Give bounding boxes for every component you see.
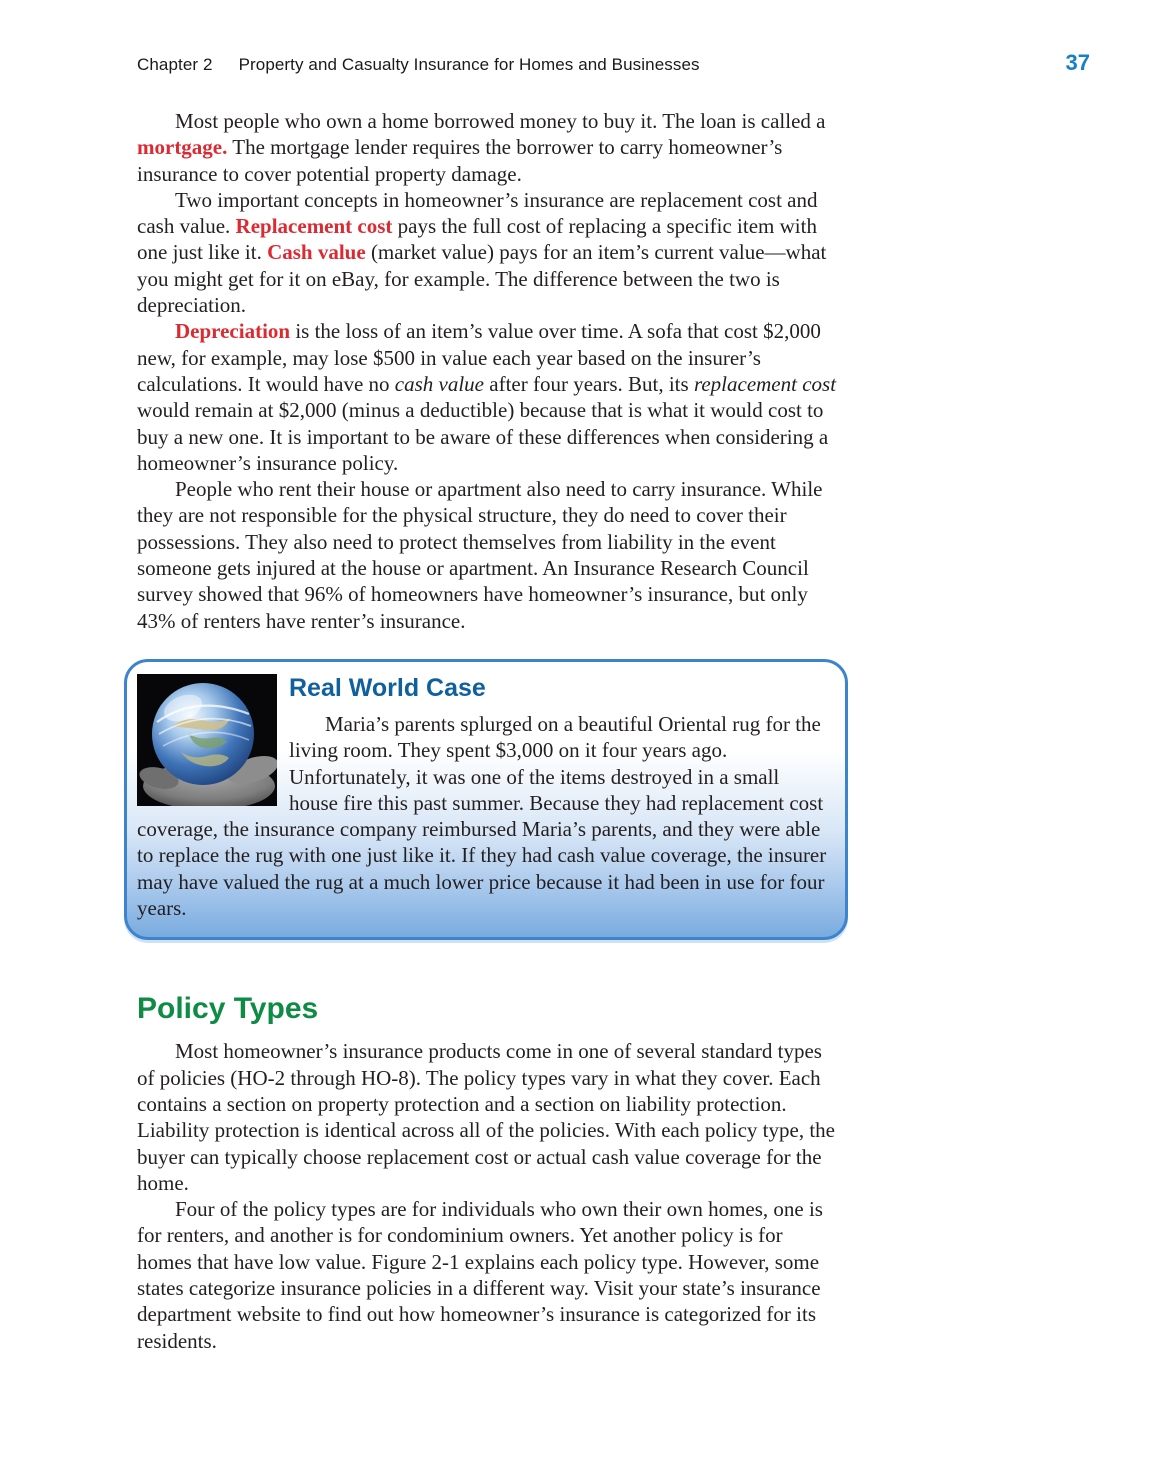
text-segment: after four years. But, its bbox=[484, 371, 694, 396]
body-paragraph bbox=[137, 108, 839, 187]
key-term: Cash value bbox=[267, 240, 366, 265]
body-paragraph bbox=[137, 476, 839, 634]
policy-paragraph: Most homeowner’s insurance products come in one of several standard types of policies (HO-2 through HO-8). The policy types vary in what they cover. Each contains a section on property protection and a section on liability protection. Liability protection is identical across all of the policies. With each policy type, the buyer can typically choose replacement cost or actual cash value coverage for the home. bbox=[137, 1039, 835, 1195]
policy-types-heading: Policy Types bbox=[137, 992, 319, 1026]
key-term: Depreciation bbox=[175, 319, 291, 344]
key-term: Replacement cost bbox=[235, 214, 393, 239]
text-segment: Two important concepts in homeowner’s insurance are replacement cost and cash value. bbox=[137, 187, 818, 239]
page-header bbox=[137, 50, 1090, 76]
text-segment: People who rent their house or apartment also need to carry insurance. While they are not responsible for the physical structure, they do need to cover their possessions. They also need to protect themselves from liability in the event someone gets injured at the house or apartment. An Insurance Research Council survey showed that 96% of homeowners have homeowner’s insurance, but only 43% of renters have renter’s insurance. bbox=[137, 477, 823, 633]
chapter-number: Chapter 2 bbox=[137, 55, 213, 74]
key-term: mortgage. bbox=[137, 135, 228, 160]
real-world-case-box bbox=[124, 659, 848, 940]
text-segment: pays the full cost of replacing a specific item with one just like it. bbox=[137, 214, 817, 265]
real-world-case-title: Real World Case bbox=[289, 673, 486, 702]
text-segment: The mortgage lender requires the borrower to carry homeowner’s insurance to cover potential property damage. bbox=[137, 135, 783, 186]
real-world-case-text: Maria’s parents splurged on a beautiful Oriental rug for the living room. They spent $3,000 on it four years ago. Unfortunately, it was one of the items destroyed in a small house fire this past summer. Because they had replacement cost coverage, the insurance company reimbursed Maria’s parents, and they were able to replace the rug with one just like it. If they had cash value coverage, the insurer may have valued the rug at a much lower price because it had been in use for four years. bbox=[137, 711, 827, 921]
policy-paragraph: Four of the policy types are for individuals who own their own homes, one is for renters, and another is for condominium owners. Yet another policy is for homes that have low value. Figure 2-1 explains each policy type. However, some states categorize insurance policies in a different way. Visit your state’s insurance department website to find out how homeowner’s insurance is categorized for its residents. bbox=[137, 1197, 823, 1353]
body-paragraph bbox=[137, 187, 839, 318]
text-segment: would remain at $2,000 (minus a deductible) because that is what it would cost to buy a new one. It is important to be aware of these differences when considering a homeowner’s insurance policy. bbox=[137, 398, 829, 475]
body-paragraph bbox=[137, 318, 839, 476]
running-head bbox=[137, 55, 700, 75]
text-segment: is the loss of an item’s value over time. A sofa that cost $2,000 new, for example, may lose $500 in value each year based on the insurer’s calculations. It would have no bbox=[137, 319, 821, 396]
text-segment: (market value) pays for an item’s current value—what you might get for it on eBay, for example. The difference between the two is depreciation. bbox=[137, 240, 827, 318]
text-segment: Most people who own a home borrowed money to buy it. The loan is called a bbox=[175, 109, 826, 133]
page-body bbox=[137, 108, 839, 1354]
globe-in-hands-image bbox=[137, 674, 277, 806]
page-number: 37 bbox=[1065, 50, 1090, 75]
chapter-title: Property and Casualty Insurance for Homes and Businesses bbox=[238, 55, 700, 74]
emphasized-term: cash value bbox=[394, 371, 484, 396]
emphasized-term: replacement cost bbox=[693, 371, 837, 396]
